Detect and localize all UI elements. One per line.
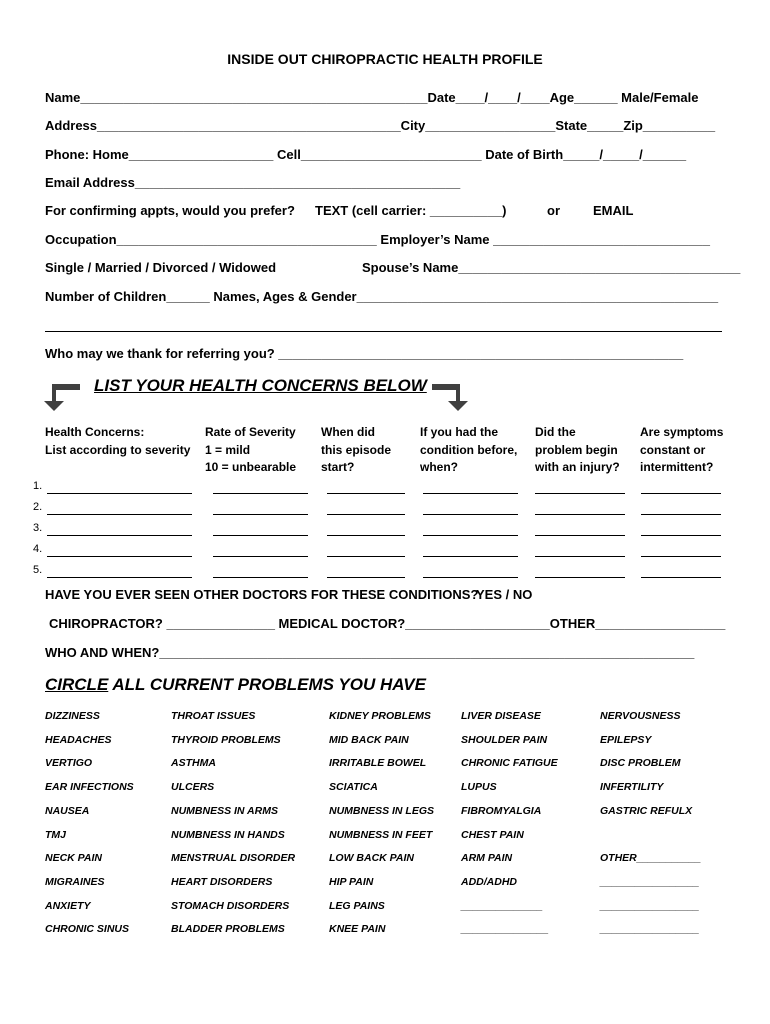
problem-item[interactable]: NUMBNESS IN ARMS [171,805,278,817]
concern-row-number: 1. [33,480,43,492]
problem-item[interactable]: ANXIETY [45,900,91,912]
concern-blank-4[interactable] [423,493,518,494]
problem-item[interactable]: ______________ [461,900,543,912]
concern-blank-5[interactable] [535,514,625,515]
concern-blank-5[interactable] [535,577,625,578]
problem-item[interactable]: ASTHMA [171,757,216,769]
concern-blank-2[interactable] [213,535,308,536]
problems-heading [45,675,426,695]
email-field[interactable]: Email Address_____________________________________________ [45,175,461,190]
concern-blank-6[interactable] [641,535,721,536]
concern-blank-2[interactable] [213,493,308,494]
problem-item[interactable]: MID BACK PAIN [329,734,409,746]
problem-item[interactable]: LIVER DISEASE [461,710,541,722]
problem-item[interactable]: _________________ [600,923,700,935]
other-doctors-question: HAVE YOU EVER SEEN OTHER DOCTORS FOR THESE CONDITIONS? [45,587,479,602]
problem-item[interactable]: HIP PAIN [329,876,374,888]
problem-item[interactable]: IRRITABLE BOWEL [329,757,427,769]
col-had-before [420,424,530,477]
problem-item[interactable]: STOMACH DISORDERS [171,900,290,912]
concern-blank-3[interactable] [327,535,405,536]
yes-no-options[interactable]: YES / NO [476,587,533,602]
problem-item[interactable]: MENSTRUAL DISORDER [171,852,296,864]
concern-blank-3[interactable] [327,556,405,557]
blank-line[interactable] [45,331,722,332]
problem-item[interactable]: NERVOUSNESS [600,710,681,722]
referral-field[interactable]: Who may we thank for referring you? ________________________________________________________ [45,346,684,361]
phone-dob-field[interactable]: Phone: Home____________________ Cell_________________________ Date of Birth_____/_____/______ [45,147,687,162]
problem-item[interactable]: LUPUS [461,781,497,793]
concern-blank-5[interactable] [535,493,625,494]
concern-blank-4[interactable] [423,535,518,536]
children-field[interactable]: Number of Children______ Names, Ages & Gender__________________________________________________ [45,289,719,304]
col-constant [640,424,740,477]
col-episode-start-label: When did this episode start? [321,425,392,474]
problem-item[interactable]: OTHER___________ [600,852,701,864]
problem-item[interactable]: THROAT ISSUES [171,710,256,722]
confirm-or-label: or [547,203,560,218]
problem-item[interactable]: NAUSEA [45,805,90,817]
concern-blank-6[interactable] [641,556,721,557]
problems-heading-rest: ALL CURRENT PROBLEMS YOU HAVE [108,675,426,694]
problem-item[interactable]: KIDNEY PROBLEMS [329,710,431,722]
problem-item[interactable]: BLADDER PROBLEMS [171,923,285,935]
col-severity-label: Rate of Severity 1 = mild 10 = unbearable [205,425,297,474]
concern-blank-4[interactable] [423,577,518,578]
concern-row-number: 5. [33,564,43,576]
problem-item[interactable]: ADD/ADHD [461,876,517,888]
problem-item[interactable]: CHRONIC SINUS [45,923,130,935]
col-injury [535,424,635,477]
problem-item[interactable]: ULCERS [171,781,215,793]
concern-blank-6[interactable] [641,514,721,515]
problem-item[interactable]: LEG PAINS [329,900,385,912]
problem-item[interactable]: EPILEPSY [600,734,652,746]
confirm-text-option[interactable]: TEXT (cell carrier: __________) [315,203,507,218]
concern-blank-5[interactable] [535,556,625,557]
concern-blank-5[interactable] [535,535,625,536]
concern-blank-4[interactable] [423,514,518,515]
concern-row-number: 3. [33,522,43,534]
col-episode-start [321,424,416,477]
col-had-before-label: If you had the condition before, when? [420,425,518,474]
concern-blank-1[interactable] [47,535,192,536]
col-injury-label: Did the problem begin with an injury? [535,425,620,474]
col-constant-label: Are symptoms constant or intermittent? [640,425,724,474]
problem-item[interactable]: DIZZINESS [45,710,100,722]
problem-item[interactable]: EAR INFECTIONS [45,781,134,793]
problem-item[interactable]: NUMBNESS IN HANDS [171,829,285,841]
address-field[interactable]: Address__________________________________________City__________________State_____Zip__________ [45,118,716,133]
problem-item[interactable]: SHOULDER PAIN [461,734,548,746]
spouse-name-field[interactable]: Spouse’s Name_______________________________________ [362,260,741,275]
concern-blank-4[interactable] [423,556,518,557]
who-and-when-field[interactable]: WHO AND WHEN?__________________________________________________________________________ [45,645,695,660]
marital-status-options[interactable]: Single / Married / Divorced / Widowed [45,260,277,275]
problem-item[interactable]: ARM PAIN [461,852,513,864]
concern-row-number: 4. [33,543,43,555]
concern-blank-2[interactable] [213,556,308,557]
problem-item[interactable]: HEADACHES [45,734,112,746]
col-severity [205,424,315,477]
concern-blank-1[interactable] [47,577,192,578]
problem-item[interactable]: GASTRIC REFULX [600,805,693,817]
concern-blank-6[interactable] [641,493,721,494]
concern-row-number: 2. [33,501,43,513]
problem-item[interactable]: VERTIGO [45,757,93,769]
arrow-down-left-icon [40,381,82,413]
problem-item[interactable]: THYROID PROBLEMS [171,734,281,746]
problem-item[interactable]: HEART DISORDERS [171,876,273,888]
problem-item[interactable]: DISC PROBLEM [600,757,681,769]
occupation-employer-field[interactable]: Occupation____________________________________ Employer’s Name ______________________________ [45,232,711,247]
doctor-type-field[interactable]: CHIROPRACTOR? _______________ MEDICAL DOCTOR?____________________OTHER__________________ [49,616,726,631]
problem-item[interactable]: KNEE PAIN [329,923,386,935]
problem-item[interactable]: TMJ [45,829,66,841]
confirm-email-option[interactable]: EMAIL [593,203,634,218]
problem-item[interactable]: NUMBNESS IN LEGS [329,805,435,817]
confirm-preference-label: For confirming appts, would you prefer? [45,203,295,218]
problem-item[interactable]: FIBROMYALGIA [461,805,542,817]
concern-blank-3[interactable] [327,514,405,515]
concern-blank-3[interactable] [327,493,405,494]
col-health-concerns [45,424,195,459]
concerns-heading: LIST YOUR HEALTH CONCERNS BELOW [94,376,427,395]
problem-item[interactable]: CHEST PAIN [461,829,524,841]
circle-word: CIRCLE [45,675,109,694]
problem-item[interactable]: NUMBNESS IN FEET [329,829,433,841]
concern-blank-1[interactable] [47,493,192,494]
concern-blank-1[interactable] [47,514,192,515]
problem-item[interactable]: INFERTILITY [600,781,664,793]
concern-blank-1[interactable] [47,556,192,557]
concern-blank-2[interactable] [213,577,308,578]
col-health-concerns-label: Health Concerns: List according to severity [45,425,191,457]
concern-blank-2[interactable] [213,514,308,515]
page-title: INSIDE OUT CHIROPRACTIC HEALTH PROFILE [227,51,543,67]
concern-blank-3[interactable] [327,577,405,578]
problem-item[interactable]: NECK PAIN [45,852,102,864]
problem-item[interactable]: LOW BACK PAIN [329,852,414,864]
problem-item[interactable]: _________________ [600,900,700,912]
arrow-down-right-icon [430,381,472,413]
problem-item[interactable]: MIGRAINES [45,876,105,888]
problem-item[interactable]: SCIATICA [329,781,378,793]
problem-item[interactable]: _______________ [461,923,549,935]
name-date-age-sex-field[interactable]: Name________________________________________________Date____/____/____Age______ Male/Female [45,90,699,105]
problem-item[interactable]: _________________ [600,876,700,888]
concern-blank-6[interactable] [641,577,721,578]
problem-item[interactable]: CHRONIC FATIGUE [461,757,558,769]
